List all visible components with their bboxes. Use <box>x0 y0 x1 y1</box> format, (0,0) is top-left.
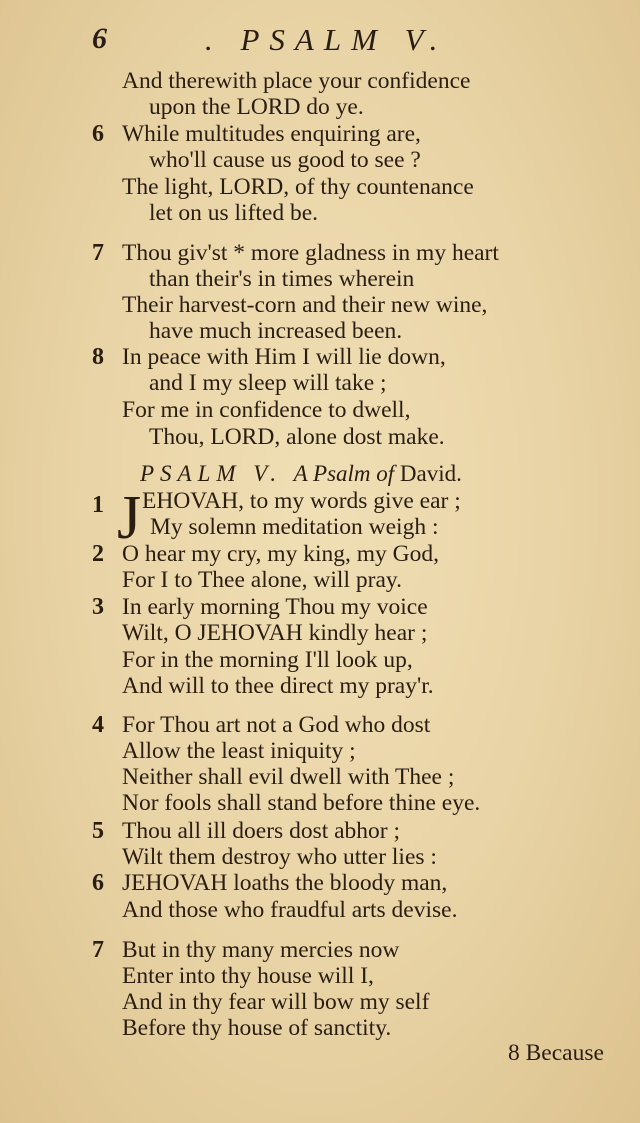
verse-line: and I my sleep will take ; <box>149 370 387 396</box>
verse-line: My solemn meditation weigh : <box>150 514 439 540</box>
verse-number: 3 <box>92 594 104 620</box>
verse-line: have much increased been. <box>149 318 403 344</box>
verse-line: Enter into thy house will I, <box>122 963 374 989</box>
verse-line: O hear my cry, my king, my God, <box>122 541 439 567</box>
verse-line: who'll cause us good to see ? <box>149 147 421 173</box>
verse-line: For I to Thee alone, will pray. <box>122 567 402 593</box>
verse-line: Thou giv'st * more gladness in my heart <box>122 240 499 266</box>
verse-number: 7 <box>92 240 104 266</box>
psalm-heading <box>140 461 462 487</box>
verse-line: For Thou art not a God who dost <box>122 712 431 738</box>
verse-line: The light, LORD, of thy countenance <box>122 174 474 200</box>
page-header <box>0 22 640 62</box>
psalm-heading-author: David. <box>399 461 462 486</box>
verse-line: Allow the least iniquity ; <box>122 738 356 764</box>
psalm-heading-subtitle: A Psalm of <box>293 461 395 486</box>
verse-line: let on us lifted be. <box>149 200 319 226</box>
verse-number: 1 <box>92 492 104 518</box>
verse-number: 6 <box>92 870 104 896</box>
verse-line: EHOVAH, to my words give ear ; <box>142 488 461 514</box>
verse-number: 6 <box>92 121 104 147</box>
verse-number: 8 <box>92 344 104 370</box>
verse-line: Thou, LORD, alone dost make. <box>149 424 445 450</box>
verse-number: 2 <box>92 541 104 567</box>
psalm-heading-label: PSALM V. <box>140 461 283 486</box>
running-head: . PSALM V. <box>205 22 448 57</box>
verse-line: Thou all ill doers dost abhor ; <box>122 818 401 844</box>
verse-line: But in thy many mercies now <box>122 937 400 963</box>
verse-line: Nor fools shall stand before thine eye. <box>122 790 481 816</box>
verse-line: And will to thee direct my pray'r. <box>122 673 434 699</box>
verse-line: While multitudes enquiring are, <box>122 121 421 147</box>
drop-cap: J <box>117 484 142 552</box>
verse-line: And those who fraudful arts devise. <box>122 897 458 923</box>
verse-line: Wilt them destroy who utter lies : <box>122 844 437 870</box>
verse-line: For in the morning I'll look up, <box>122 647 413 673</box>
verse-line: than their's in times wherein <box>149 266 415 292</box>
verse-line: Wilt, O JEHOVAH kindly hear ; <box>122 620 428 646</box>
verse-line: Their harvest-corn and their new wine, <box>122 292 488 318</box>
verse-number: 4 <box>92 712 104 738</box>
verse-line: In peace with Him I will lie down, <box>122 344 446 370</box>
catchword: 8 Because <box>508 1040 604 1066</box>
verse-line: upon the LORD do ye. <box>149 94 364 120</box>
verse-number: 7 <box>92 937 104 963</box>
verse-line: And in thy fear will bow my self <box>122 989 430 1015</box>
verse-line: For me in confidence to dwell, <box>122 397 411 423</box>
verse-line: And therewith place your confidence <box>122 68 471 94</box>
page-number: 6 <box>92 22 107 55</box>
verse-line: Neither shall evil dwell with Thee ; <box>122 764 455 790</box>
verse-line: JEHOVAH loaths the bloody man, <box>122 870 448 896</box>
verse-number: 5 <box>92 818 104 844</box>
verse-line: In early morning Thou my voice <box>122 594 428 620</box>
verse-line: Before thy house of sanctity. <box>122 1015 392 1041</box>
